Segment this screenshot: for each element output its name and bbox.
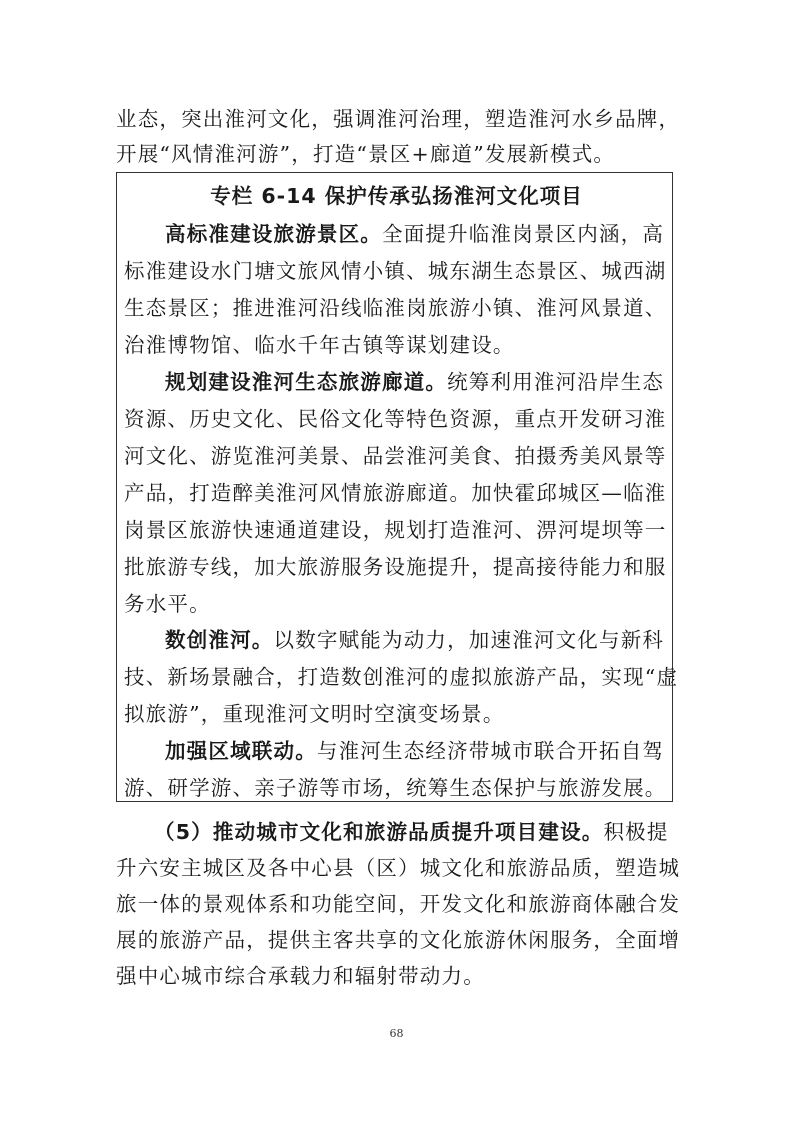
p3-line-1-text: 以数字赋能为动力，加速淮河文化与新科 [273, 628, 665, 652]
section5-line-1 [154, 820, 669, 844]
p1-line-4: 治淮博物馆、临水千年古镇等谋划建设。 [124, 333, 515, 357]
intro-line-1: 业态，突出淮河文化，强调淮河治理，塑造淮河水乡品牌， [116, 107, 681, 131]
p2-line-2: 资源、历史文化、民俗文化等特色资源，重点开发研习淮 [124, 407, 667, 431]
p2-line-1 [165, 370, 664, 394]
section5-line-3: 旅一体的景观体系和功能空间，开发文化和旅游商体融合发 [116, 892, 681, 916]
p3-line-2: 技、新场景融合，打造数创淮河的虚拟旅游产品，实现“虚 [124, 665, 679, 689]
section5-line-1-text: 积极提 [603, 820, 669, 844]
p2-line-4: 产品，打造醉美淮河风情旅游廊道。加快霍邱城区—临淮 [124, 481, 667, 505]
p2-heading: 规划建设淮河生态旅游廊道。 [165, 370, 448, 394]
page-number: 68 [389, 1027, 404, 1040]
p2-line-6: 批旅游专线，加大旅游服务设施提升，提高接待能力和服 [124, 555, 667, 579]
p1-line-1-text: 全面提升临淮岗景区内涵，高 [382, 222, 665, 246]
p1-heading: 高标准建设旅游景区。 [165, 222, 382, 246]
p2-line-7: 务水平。 [124, 592, 211, 616]
p1-line-3: 生态景区；推进淮河沿线临淮岗旅游小镇、淮河风景道、 [124, 296, 667, 320]
p3-line-1 [165, 628, 664, 652]
p2-line-1-text: 统筹利用淮河沿岸生态 [447, 370, 665, 394]
section5-line-4: 展的旅游产品，提供主客共享的文化旅游休闲服务，全面增 [116, 928, 681, 952]
intro-line-2: 开展“风情淮河游”，打造“景区+廊道”发展新模式。 [116, 142, 616, 166]
p4-line-1-text: 与淮河生态经济带城市联合开拓自驾 [316, 739, 665, 763]
p2-line-3: 河文化、游览淮河美景、品尝淮河美食、拍摄秀美风景等 [124, 444, 667, 468]
section5-heading: （5）推动城市文化和旅游品质提升项目建设。 [154, 820, 604, 844]
p3-heading: 数创淮河。 [165, 628, 274, 652]
p4-line-1 [165, 739, 664, 763]
p4-heading: 加强区域联动。 [165, 739, 317, 763]
section5-line-2: 升六安主城区及各中心县（区）城文化和旅游品质，塑造城 [116, 856, 681, 880]
p4-line-2: 游、研学游、亲子游等市场，统筹生态保护与旅游发展。 [124, 776, 667, 800]
p1-line-2: 标准建设水门塘文旅风情小镇、城东湖生态景区、城西湖 [124, 259, 667, 283]
p3-line-3: 拟旅游”，重现淮河文明时空演变场景。 [124, 702, 505, 726]
p1-line-1 [165, 222, 664, 246]
p2-line-5: 岗景区旅游快速通道建设，规划打造淮河、淠河堤坝等一 [124, 518, 667, 542]
section5-line-5: 强中心城市综合承载力和辐射带动力。 [116, 964, 485, 988]
column-title: 专栏 6-14 保护传承弘扬淮河文化项目 [210, 184, 583, 208]
